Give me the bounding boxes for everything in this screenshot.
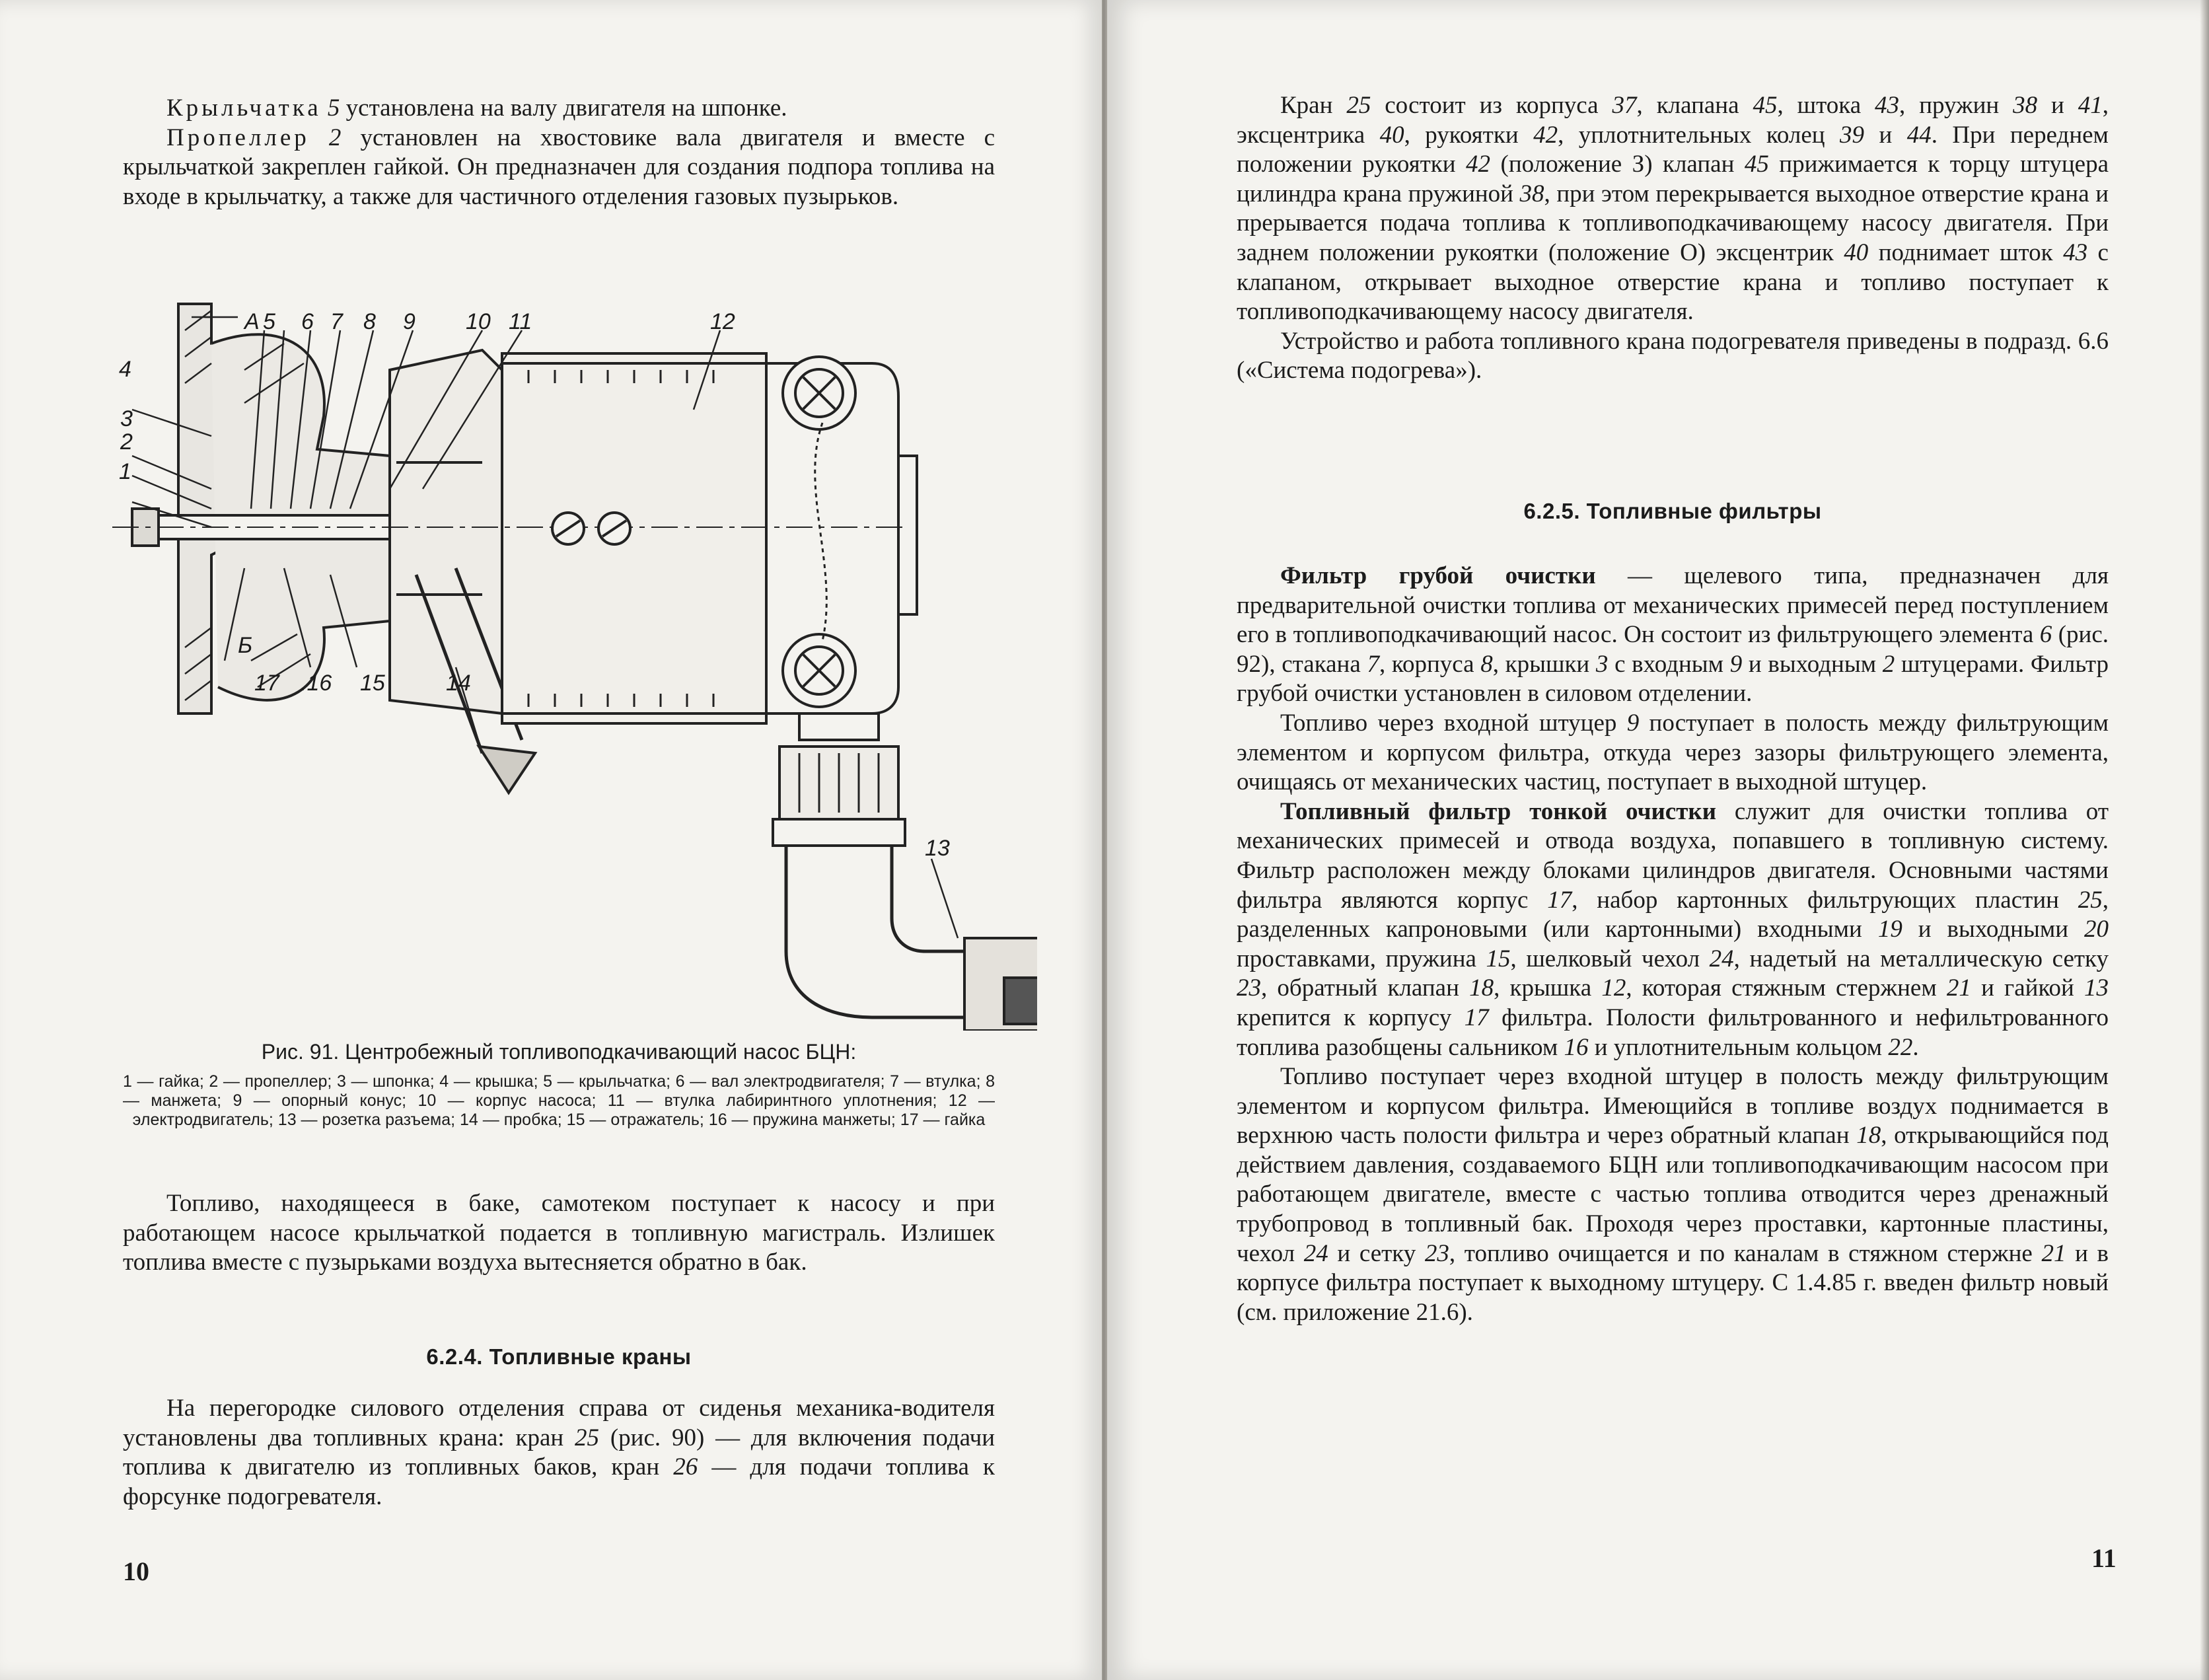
callout-2: 2	[120, 429, 133, 455]
left-valves-text	[123, 1394, 995, 1512]
paragraph-fuel-flow: Топливо, находящееся в баке, самотеком поступает к насосу и при работающем насосе крыльчаткой подается в топливную магистраль. Излишек топлива вместе с пузырьками воздуха вытесняется обратно в бак.	[123, 1190, 995, 1276]
callout-A: А	[244, 309, 260, 334]
callout-B: Б	[238, 633, 253, 658]
callout-4: 4	[119, 357, 131, 382]
callout-7: 7	[330, 309, 343, 334]
pump-figure	[112, 291, 1037, 1031]
callout-13: 13	[925, 836, 950, 861]
callout-5: 5	[263, 309, 275, 334]
callout-17: 17	[254, 671, 279, 696]
caption-title: Рис. 91. Центробежный топливоподкачивающий насос БЦН:	[261, 1040, 857, 1064]
callout-14: 14	[446, 671, 471, 696]
page-number-right: 11	[2091, 1543, 2117, 1573]
figure-caption	[123, 1037, 995, 1130]
heading-fuel-valves: 6.2.4. Топливные краны	[426, 1344, 692, 1369]
right-page	[1107, 0, 2209, 1680]
callout-12: 12	[710, 309, 735, 334]
page-edge-right	[2200, 0, 2209, 1680]
left-body-text	[123, 1189, 995, 1278]
callout-3: 3	[120, 406, 133, 431]
paragraph-impeller: Крыльчатка 5 установлена на валу двигателя на шпонке.	[166, 94, 787, 122]
left-page	[0, 0, 1102, 1680]
callout-10: 10	[466, 309, 491, 334]
callout-6: 6	[301, 309, 314, 334]
callout-9: 9	[403, 309, 416, 334]
right-text-top	[1237, 91, 2109, 386]
paragraph-coarse-filter: Фильтр грубой очистки — щелевого типа, предназначен для предварительной очистки топлива от механических примесей перед поступлением его в топливоподкачивающий насос. Он состоит из фильтрующего элемента 6 (рис. 92), стакана 7, корпуса 8, крышки 3 с входным 9 и выходным 2 штуцерами. Фильтр грубой очистки установлен в силовом отделении.	[1237, 562, 2109, 708]
paragraph-heater-valve: Устройство и работа топливного крана подогревателя приведены в подразд. 6.6 («Система подогрева»).	[1237, 327, 2109, 384]
paragraph-fine-flow: Топливо поступает через входной штуцер в полость между фильтрующим элементом и корпусом фильтра. Имеющийся в топливе воздух поднимается в верхнюю часть полости фильтра и через обратный клапан 18, открывающийся под действием давления, создаваемого БЦН или топливоподкачивающим насосом при работающем двигателе, вместе с частью топлива отводится через дренажный трубопровод в топливный бак. Проходя через проставки, картонные пластины, чехол 24 и сетку 23, топливо очищается и по каналам в стяжном стержне 21 и в корпусе фильтра поступает к выходному штуцеру. С 1.4.85 г. введен фильтр новый (см. приложение 21.6).	[1237, 1063, 2109, 1326]
paragraph-fine-filter: Топливный фильтр тонкой очистки служит для очистки топлива от механических примесей и отвода воздуха, попавшего в топливную систему. Фильтр расположен между блоками цилиндров двигателя. Основными частями фильтра являются корпус 17, набор картонных фильтрующих пластин 25, разделенных капроновыми (или картонными) входными 19 и выходными 20 проставками, пружина 15, шелковый чехол 24, надетый на металлическую сетку 23, обратный клапан 18, крышка 12, которая стяжным стержнем 21 и гайкой 13 крепится к корпусу 17 фильтра. Полости фильтрованного и нефильтрованного топлива разобщены сальником 16 и уплотнительным кольцом 22.	[1237, 797, 2109, 1061]
heading-fuel-filters: 6.2.5. Топливные фильтры	[1523, 499, 1822, 523]
callout-11: 11	[509, 309, 532, 334]
callout-15: 15	[360, 671, 385, 696]
paragraph-valves: На перегородке силового отделения справа от сиденья механика-водителя установлены два топливных крана: кран 25 (рис. 90) — для включения подачи топлива к двигателю из топливных баков, кран 26 — для подачи топлива к форсунке подогревателя.	[123, 1395, 996, 1510]
paragraph-coarse-flow: Топливо через входной штуцер 9 поступает в полость между фильтрующим элементом и корпусом фильтра, откуда через зазоры фильтрующего элемента, очищаясь от механических частиц, поступает в выходной штуцер.	[1237, 709, 2109, 796]
paragraph-propeller: Пропеллер 2 установлен на хвостовике вала двигателя и вместе с крыльчаткой закреплен гайкой. Он предназначен для создания подпора топлива на входе в крыльчатку, а также для частичного отделения газовых пузырьков.	[123, 124, 996, 210]
callout-1: 1	[119, 459, 131, 484]
left-intro-text	[123, 94, 995, 211]
callout-16: .16	[301, 671, 332, 696]
paragraph-valve-construction: Кран 25 состоит из корпуса 37, клапана 45, штока 43, пружин 38 и 41, эксцентрика 40, рукоятки 42, уплотнительных колец 39 и 44. При переднем положении рукоятки 42 (положение З) клапан 45 прижимается к торцу штуцера цилиндра крана пружиной 38, при этом перекрывается выходное отверстие крана и прерывается подача топлива к топливоподкачивающему насосу двигателя. При заднем положении рукоятки (положение О) эксцентрик 40 поднимает шток 43 с клапаном, открывает выходное отверстие крана и топливо поступает к топливоподкачивающему насосу двигателя.	[1237, 92, 2109, 326]
caption-legend: 1 — гайка; 2 — пропеллер; 3 — шпонка; 4 — крышка; 5 — крыльчатка; 6 — вал электродвигателя; 7 — втулка; 8 — манжета; 9 — опорный конус; 10 — корпус насоса; 11 — втулка лабиринтного уплотнения; 12 — электродвигатель; 13 — розетка разъема; 14 — пробка; 15 — отражатель; 16 — пружина манжеты; 17 — гайка	[123, 1072, 995, 1129]
right-text-filters	[1237, 562, 2109, 1327]
callout-8: 8	[363, 309, 376, 334]
page-number-left: 10	[123, 1556, 149, 1586]
